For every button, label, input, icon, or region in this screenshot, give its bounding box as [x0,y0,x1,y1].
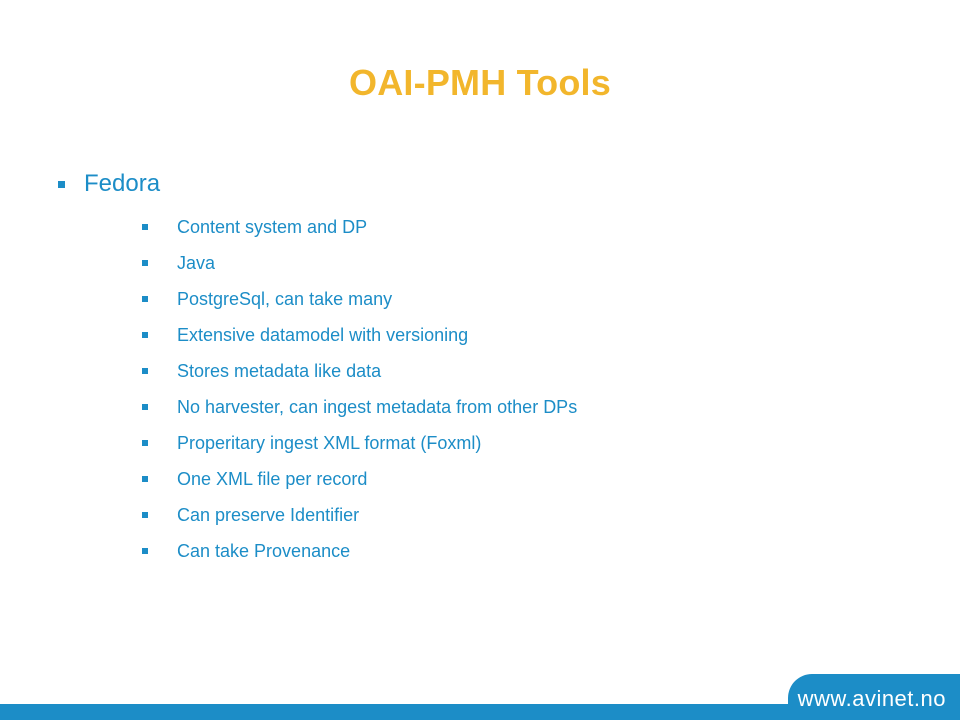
main-bullet-item [58,170,160,198]
square-bullet-icon [142,548,148,554]
square-bullet-icon [142,476,148,482]
sub-bullet-item [142,389,577,425]
sub-bullet-text: Can preserve Identifier [177,504,360,525]
square-bullet-icon [142,368,148,374]
sub-bullet-text: One XML file per record [177,468,368,489]
square-bullet-icon [58,181,65,188]
sub-bullet-text: Properitary ingest XML format (Foxml) [177,432,482,453]
slide-title: OAI-PMH Tools [349,62,611,103]
sub-bullet-item [142,461,577,497]
footer-url-text: www.avinet.no [797,686,946,711]
footer-url-tab [788,674,960,720]
sub-bullet-list [142,209,577,569]
sub-bullet-item [142,281,577,317]
square-bullet-icon [142,512,148,518]
sub-bullet-text: Content system and DP [177,216,368,237]
sub-bullet-item [142,245,577,281]
square-bullet-icon [142,404,148,410]
square-bullet-icon [142,224,148,230]
sub-bullet-text: PostgreSql, can take many [177,288,393,309]
sub-bullet-text: Stores metadata like data [177,360,382,381]
main-bullet-text: Fedora [84,170,161,197]
sub-bullet-text: No harvester, can ingest metadata from other DPs [177,396,578,417]
sub-bullet-text: Java [177,252,216,273]
sub-bullet-item [142,533,577,569]
sub-bullet-text: Can take Provenance [177,540,351,561]
square-bullet-icon [142,296,148,302]
sub-bullet-item [142,497,577,533]
square-bullet-icon [142,332,148,338]
sub-bullet-item [142,209,577,245]
sub-bullet-item [142,353,577,389]
sub-bullet-item [142,317,577,353]
square-bullet-icon [142,440,148,446]
sub-bullet-item [142,425,577,461]
sub-bullet-text: Extensive datamodel with versioning [177,324,469,345]
square-bullet-icon [142,260,148,266]
